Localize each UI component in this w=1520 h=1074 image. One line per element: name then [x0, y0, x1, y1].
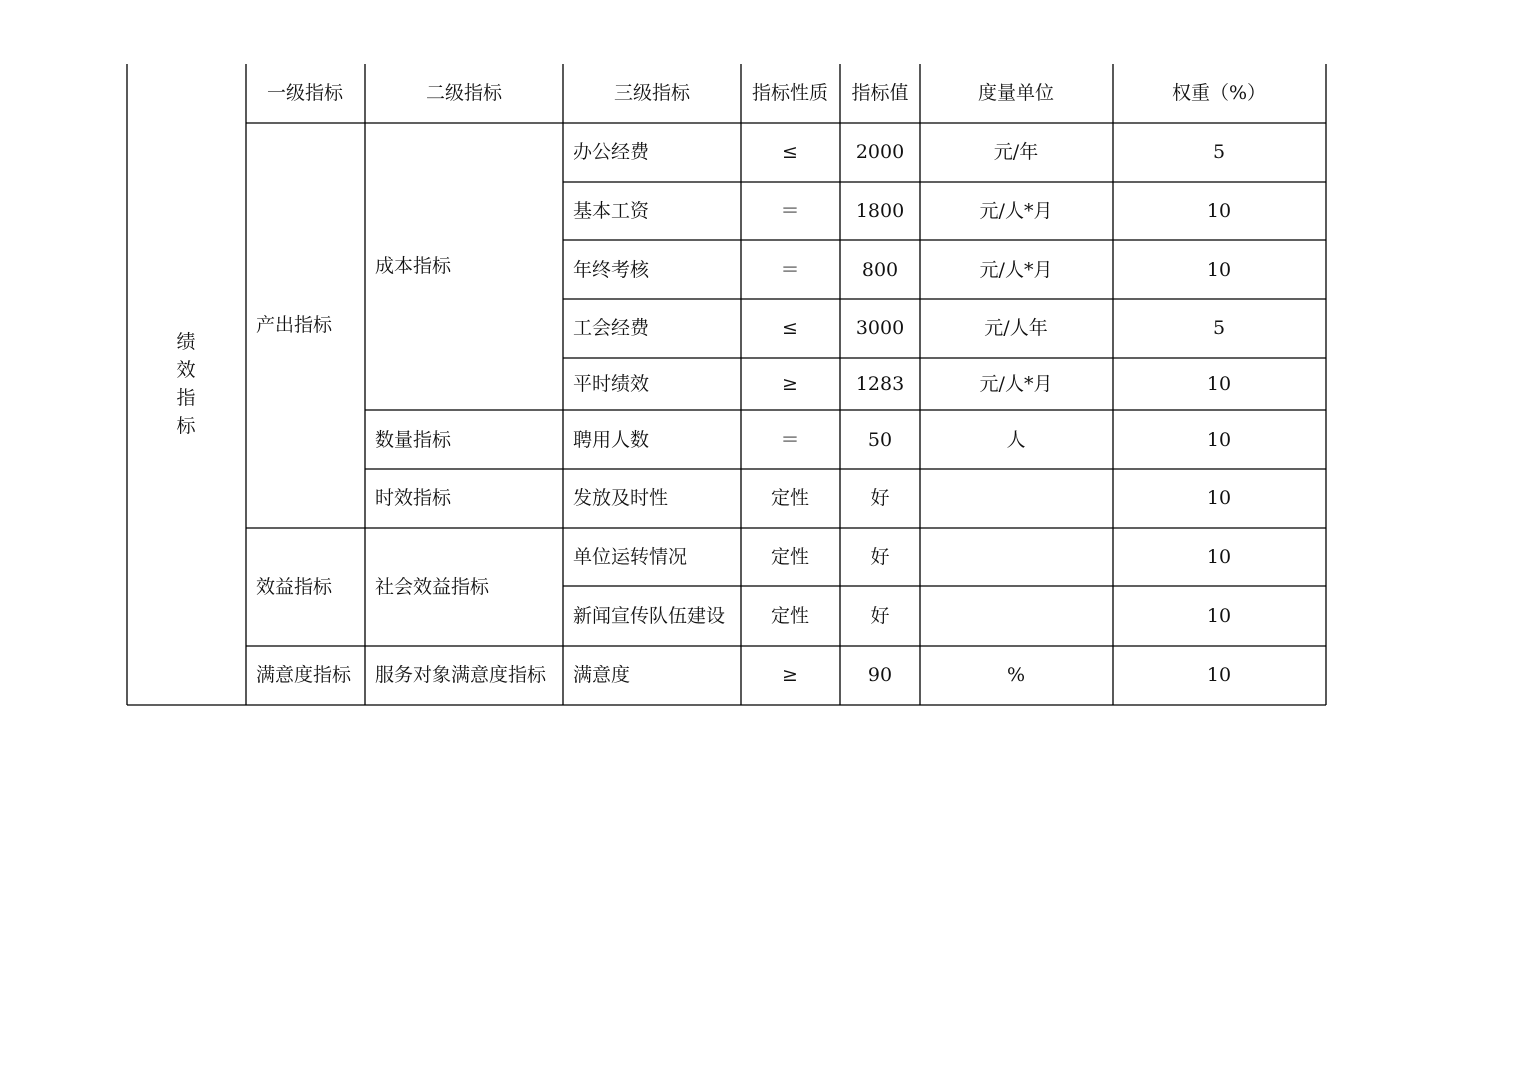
level3-cell: 工会经费 [573, 317, 650, 339]
nature-cell: ＝ [780, 200, 800, 222]
side-label-char: 标 [176, 415, 196, 437]
level1-satisfaction: 满意度指标 [256, 664, 352, 686]
level2-service-satisfaction: 服务对象满意度指标 [375, 664, 547, 686]
level3-cell: 满意度 [573, 664, 631, 686]
value-cell: 800 [861, 259, 899, 281]
value-cell: 2000 [855, 141, 905, 163]
unit-cell: 人 [1006, 429, 1026, 451]
level2-quantity: 数量指标 [375, 429, 452, 451]
weight-cell: 10 [1206, 664, 1232, 686]
level3-cell: 平时绩效 [573, 373, 650, 395]
unit-cell: 元/人*月 [979, 373, 1053, 395]
nature-cell: ≤ [782, 317, 798, 339]
level3-cell: 单位运转情况 [573, 546, 688, 568]
level2-timeliness: 时效指标 [375, 487, 452, 509]
value-cell: 1283 [855, 373, 905, 395]
level3-cell: 新闻宣传队伍建设 [573, 605, 726, 627]
side-label [174, 328, 198, 440]
header-level1: 一级指标 [266, 82, 344, 104]
value-cell: 50 [867, 429, 893, 451]
weight-cell: 10 [1206, 429, 1232, 451]
unit-cell: % [1006, 664, 1026, 686]
nature-cell: ≥ [782, 373, 798, 395]
unit-cell: 元/人*月 [979, 259, 1053, 281]
nature-cell: 定性 [770, 487, 810, 509]
weight-cell: 10 [1206, 200, 1232, 222]
header-value: 指标值 [851, 82, 909, 104]
header-level3: 三级指标 [613, 82, 691, 104]
value-cell: 好 [870, 546, 890, 568]
level2-cost: 成本指标 [375, 255, 452, 277]
nature-cell: ≤ [782, 141, 798, 163]
level2-social-benefit: 社会效益指标 [375, 576, 490, 598]
level3-cell: 基本工资 [573, 200, 650, 222]
header-unit: 度量单位 [977, 82, 1055, 104]
unit-cell: 元/年 [993, 141, 1039, 163]
level3-cell: 聘用人数 [573, 429, 650, 451]
value-cell: 90 [867, 664, 893, 686]
level3-cell: 办公经费 [573, 141, 650, 163]
weight-cell: 10 [1206, 487, 1232, 509]
level3-cell: 发放及时性 [573, 487, 669, 509]
header-level2: 二级指标 [425, 82, 503, 104]
nature-cell: 定性 [770, 546, 810, 568]
level1-benefit: 效益指标 [256, 576, 333, 598]
level3-cell: 年终考核 [573, 259, 650, 281]
nature-cell: ≥ [782, 664, 798, 686]
weight-cell: 10 [1206, 373, 1232, 395]
unit-cell: 元/人年 [984, 317, 1048, 339]
value-cell: 好 [870, 487, 890, 509]
weight-cell: 5 [1212, 317, 1226, 339]
weight-cell: 10 [1206, 546, 1232, 568]
value-cell: 好 [870, 605, 890, 627]
nature-cell: ＝ [780, 429, 800, 451]
side-label-char: 绩 [176, 331, 196, 353]
weight-cell: 10 [1206, 605, 1232, 627]
level1-output: 产出指标 [256, 314, 333, 336]
side-label-char: 指 [176, 387, 196, 409]
unit-cell: 元/人*月 [979, 200, 1053, 222]
nature-cell: ＝ [780, 259, 800, 281]
side-label-char: 效 [176, 359, 196, 381]
header-nature: 指标性质 [751, 82, 829, 104]
value-cell: 1800 [855, 200, 905, 222]
weight-cell: 10 [1206, 259, 1232, 281]
nature-cell: 定性 [770, 605, 810, 627]
value-cell: 3000 [855, 317, 905, 339]
header-weight: 权重（%） [1171, 82, 1267, 104]
weight-cell: 5 [1212, 141, 1226, 163]
